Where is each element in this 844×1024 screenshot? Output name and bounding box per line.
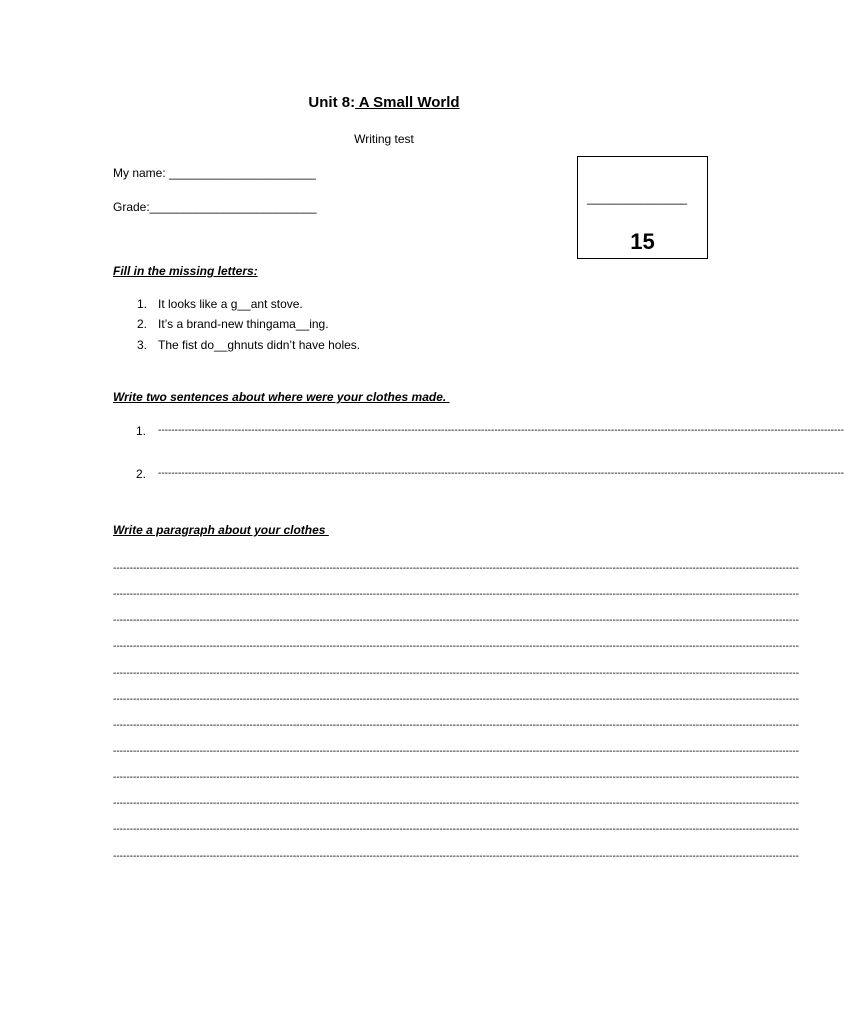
- paragraph-line[interactable]: --------------------------------------------------------------------------------------------------------------------------------------------------------------------------------------------------------------: [113, 694, 799, 705]
- page-title: [0, 94, 768, 111]
- item-text: It’s a brand-new thingama__ing.: [158, 317, 329, 331]
- score-total: 15: [630, 229, 655, 254]
- item-number: 1.: [137, 297, 148, 311]
- sentence-answer-line[interactable]: --------------------------------------------------------------------------------------------------------------------------------------------------------------------------------------------------------------: [158, 425, 844, 436]
- paragraph-line[interactable]: --------------------------------------------------------------------------------------------------------------------------------------------------------------------------------------------------------------: [113, 668, 799, 679]
- paragraph-line[interactable]: --------------------------------------------------------------------------------------------------------------------------------------------------------------------------------------------------------------: [113, 798, 799, 809]
- paragraph-line[interactable]: --------------------------------------------------------------------------------------------------------------------------------------------------------------------------------------------------------------: [113, 851, 799, 862]
- score-blank[interactable]: _______________: [587, 191, 688, 205]
- sentence-answer-line[interactable]: --------------------------------------------------------------------------------------------------------------------------------------------------------------------------------------------------------------: [158, 468, 844, 479]
- name-field[interactable]: My name: ______________________: [113, 166, 316, 180]
- paragraph-line[interactable]: --------------------------------------------------------------------------------------------------------------------------------------------------------------------------------------------------------------: [113, 772, 799, 783]
- grade-field[interactable]: Grade:_________________________: [113, 200, 317, 214]
- score-box: [577, 156, 708, 259]
- sentence-number: 1.: [136, 424, 147, 438]
- title-prefix: Unit 8:: [308, 94, 356, 111]
- item-number: 3.: [137, 338, 148, 352]
- paragraph-line[interactable]: --------------------------------------------------------------------------------------------------------------------------------------------------------------------------------------------------------------: [113, 746, 799, 757]
- item-number: 2.: [137, 317, 148, 331]
- paragraph-line[interactable]: --------------------------------------------------------------------------------------------------------------------------------------------------------------------------------------------------------------: [113, 615, 799, 626]
- paragraph-line[interactable]: --------------------------------------------------------------------------------------------------------------------------------------------------------------------------------------------------------------: [113, 824, 799, 835]
- paragraph-line[interactable]: --------------------------------------------------------------------------------------------------------------------------------------------------------------------------------------------------------------: [113, 720, 799, 731]
- paragraph-line[interactable]: --------------------------------------------------------------------------------------------------------------------------------------------------------------------------------------------------------------: [113, 641, 799, 652]
- item-text: The fist do__ghnuts didn’t have holes.: [158, 338, 361, 352]
- section-heading-missing-letters: Fill in the missing letters:: [113, 264, 258, 278]
- paragraph-line[interactable]: --------------------------------------------------------------------------------------------------------------------------------------------------------------------------------------------------------------: [113, 563, 799, 574]
- page-subtitle: Writing test: [354, 132, 414, 146]
- item-text: It looks like a g__ant stove.: [158, 297, 303, 311]
- section-heading-paragraph: Write a paragraph about your clothes: [113, 523, 329, 537]
- sentence-number: 2.: [136, 467, 147, 481]
- paragraph-line[interactable]: --------------------------------------------------------------------------------------------------------------------------------------------------------------------------------------------------------------: [113, 589, 799, 600]
- section-heading-two-sentences: Write two sentences about where were your clothes made.: [113, 390, 450, 404]
- title-main: A Small World: [355, 94, 460, 111]
